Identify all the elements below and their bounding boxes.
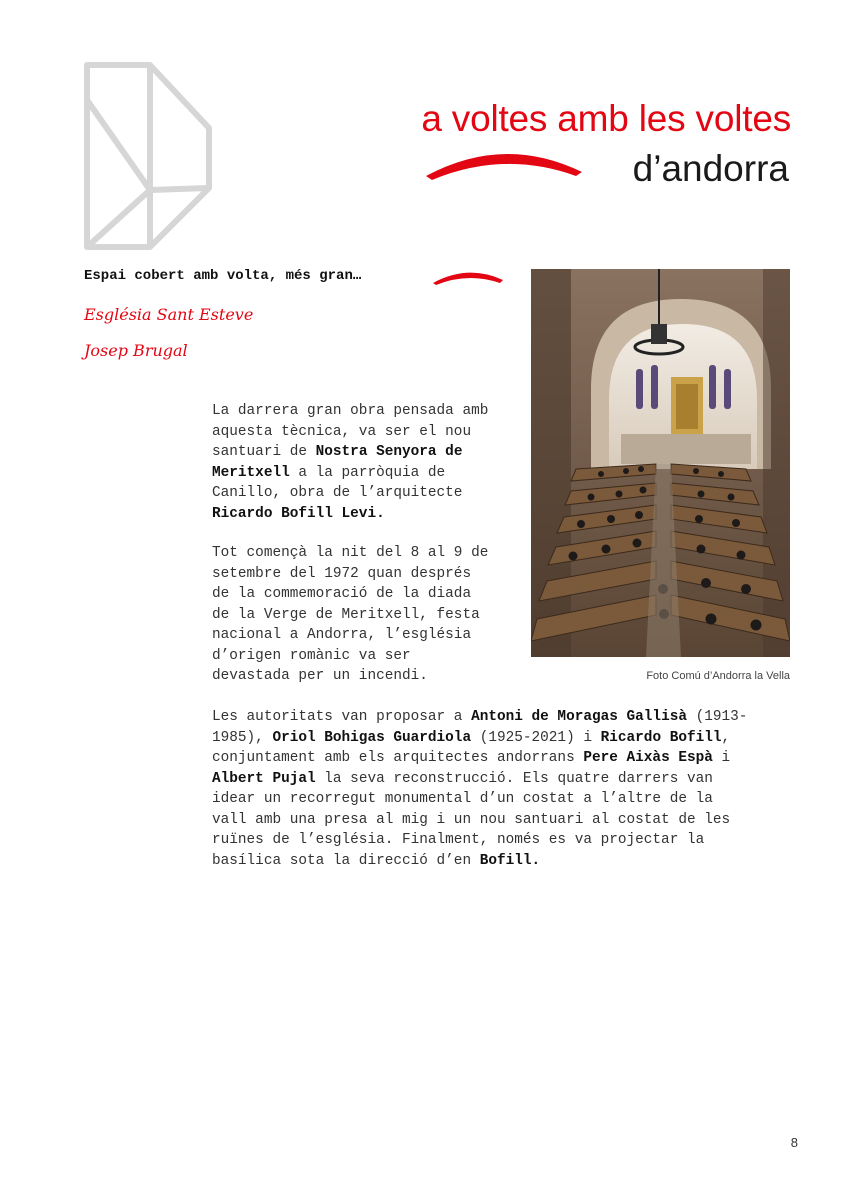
page-number: 8 (790, 1135, 798, 1150)
red-arc-swoosh-icon (424, 142, 584, 182)
bold-text-run: Oriol Bohigas Guardiola (272, 729, 472, 746)
text-run: Les autoritats van proposar a (212, 709, 472, 725)
body-paragraph-3 (212, 707, 812, 871)
page-title: a voltes amb les voltes (421, 98, 791, 139)
text-run: la seva reconstrucció. Els quatre darrers van idear un recorregut monumental d’un costat a l’altre de la vall amb una presa al mig i un nou santuari al costat de les ruïnes de l’església. Finalment, només es va projectar la basílica sota la direcció d’en (212, 770, 731, 869)
text-run: a la parròquia de Canillo, obra de l’arquitecte (212, 464, 463, 501)
bold-text-run: Bofill. (479, 852, 541, 869)
church-name: Església Sant Esteve (84, 305, 254, 324)
bold-text-run: Ricardo Bofill Levi. (212, 505, 385, 522)
page-subtitle: d’andorra (632, 148, 789, 189)
body-paragraph-1 (212, 401, 522, 524)
text-run: La darrera gran obra pensada amb aquesta tècnica, va ser el nou santuari de (212, 403, 489, 460)
bold-text-run: Ricardo Bofill (600, 729, 722, 746)
bold-text-run: Nostra Senyora de Meritxell (212, 444, 463, 481)
text-run: (1913- 1985), (212, 709, 748, 746)
folded-d-logo-icon (82, 60, 214, 252)
bold-text-run: Pere Aixàs Espà (583, 750, 713, 766)
author-name: Josep Brugal (84, 341, 188, 360)
body-paragraph-2 (212, 543, 522, 687)
photo-caption: Foto Comú d’Andorra la Vella (646, 670, 790, 682)
bold-text-run: Albert Pujal (212, 770, 316, 787)
bold-text-run: Antoni de Moragas Gallisà (471, 709, 687, 725)
text-run: Tot començà la nit del 8 al 9 de setembre del 1972 quan després de la commemoració de la diada de la Verge de Meritxell, festa nacional a Andorra, l’església d’origen romànic va ser devastada per un incendi. (212, 545, 489, 684)
red-arc-swoosh-icon (432, 268, 504, 286)
section-heading: Espai cobert amb volta, més gran… (84, 268, 362, 284)
church-interior-photo (531, 269, 790, 657)
text-run: , conjuntament amb els arquitectes andorrans (212, 729, 731, 766)
text-run: i (721, 750, 731, 766)
text-run: (1925-2021) i (471, 729, 601, 746)
